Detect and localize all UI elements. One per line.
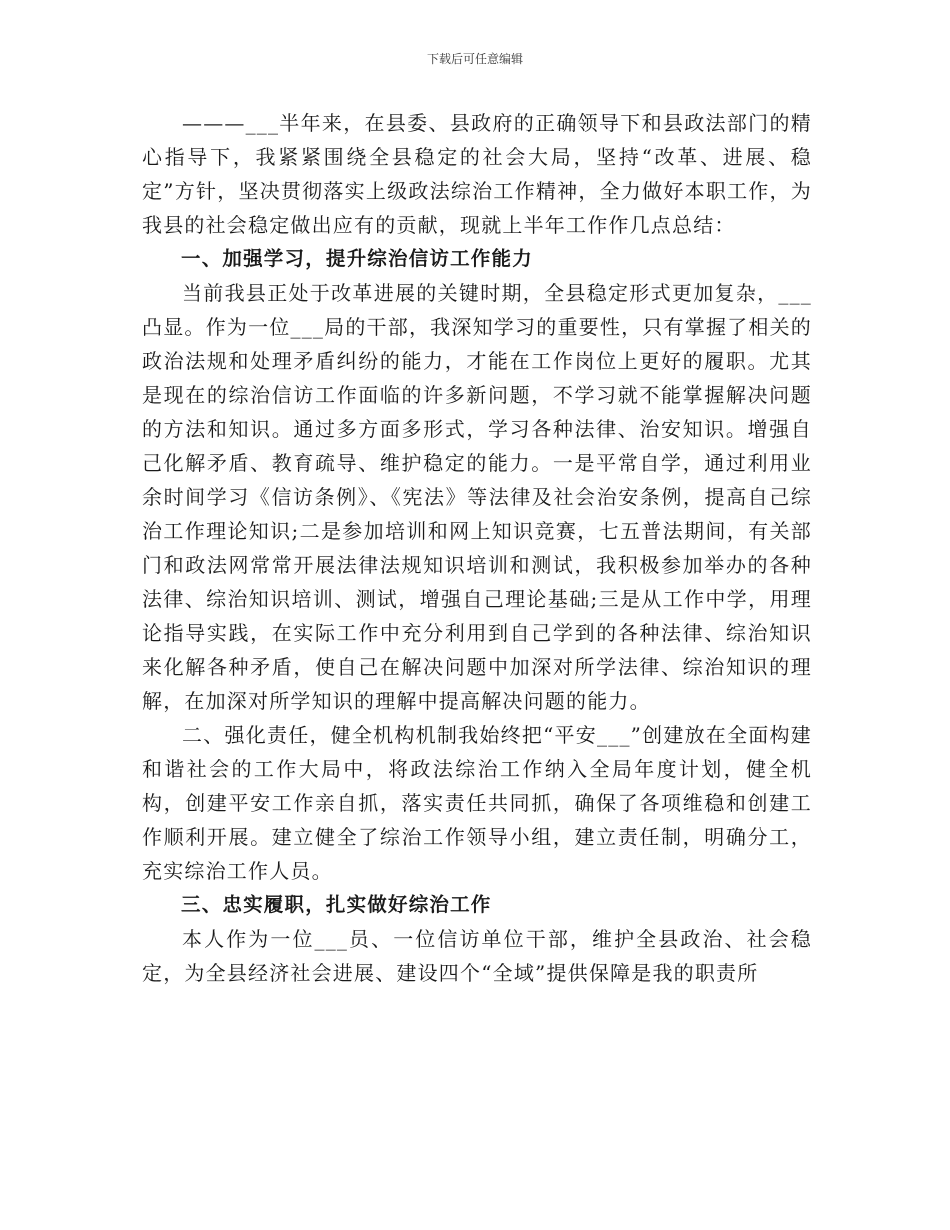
section-2-paragraph: 二、强化责任，健全机构机制我始终把“平安___”创建放在全面构建和谐社会的工作大局中，将政法综治工作纳入全局年度计划，健全机构，创建平安工作亲自抓，落实责任共同抓，确保了各项维稳和创建工作顺利开展。建立健全了综治工作领导小组，建立责任制，明确分工，充实综治工作人员。 [142, 723, 812, 883]
section-heading-1: 一、加强学习，提升综治信访工作能力 [181, 247, 533, 270]
section-3-paragraph: 本人作为一位___员、一位信访单位干部，维护全县政治、社会稳定，为全县经济社会进展、建设四个“全域”提供保障是我的职责所 [142, 927, 812, 985]
section-1-paragraph: 当前我县正处于改革进展的关键时期，全县稳定形式更加复杂，___凸显。作为一位___局的干部，我深知学习的重要性，只有掌握了相关的政治法规和处理矛盾纠纷的能力，才能在工作岗位上更好的履职。尤其是现在的综治信访工作面临的许多新问题，不学习就不能掌握解决问题的方法和知识。通过多方面多形式，学习各种法律、治安知识。增强自己化解矛盾、教育疏导、维护稳定的能力。一是平常自学，通过利用业余时间学习《信访条例》、《宪法》等法律及社会治安条例，提高自己综治工作理论知识;二是参加培训和网上知识竞赛，七五普法期间，有关部门和政法网常常开展法律法规知识培训和测试，我积极参加举办的各种法律、综治知识培训、测试，增强自己理论基础;三是从工作中学，用理论指导实践，在实际工作中充分利用到自己学到的各种法律、综治知识来化解各种矛盾，使自己在解决问题中加深对所学法律、综治知识的理解，在加深对所学知识的理解中提高解决问题的能力。 [142, 281, 812, 713]
intro-paragraph: ———___半年来，在县委、县政府的正确领导下和县政法部门的精心指导下，我紧紧围绕全县稳定的社会大局，坚持“改革、进展、稳定”方针，坚决贯彻落实上级政法综治工作精神，全力做好本职工作，为我县的社会稳定做出应有的贡献，现就上半年工作作几点总结： [142, 111, 812, 237]
section-heading-3: 三、忠实履职，扎实做好综治工作 [181, 893, 492, 916]
document-body [142, 106, 812, 990]
page-header: 下载后可任意编辑 [426, 52, 523, 66]
